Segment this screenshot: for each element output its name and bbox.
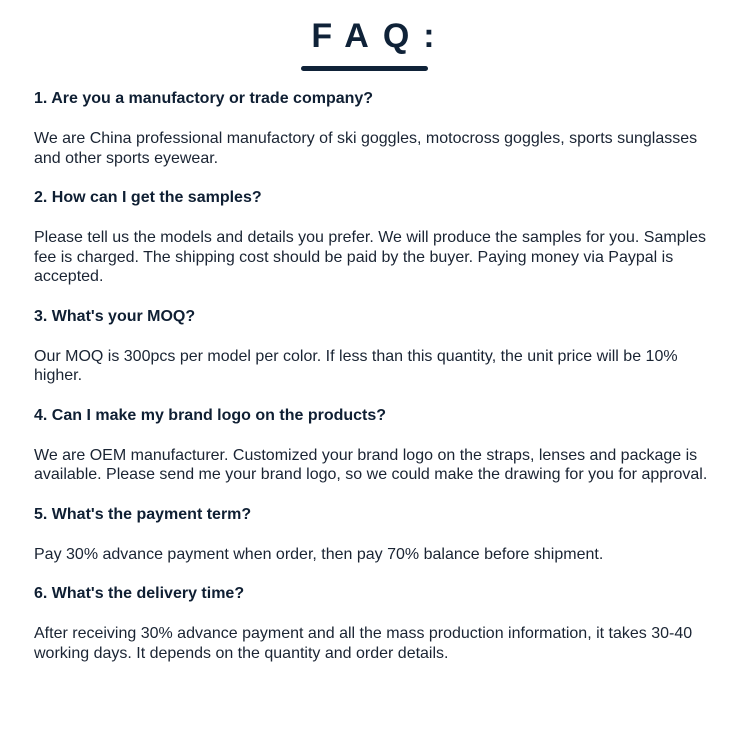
faq-item (34, 307, 724, 386)
faq-answer: Pay 30% advance payment when order, then pay 70% balance before shipment. (34, 545, 604, 563)
page-header (0, 14, 750, 58)
faq-list (34, 89, 724, 683)
faq-question: 3. What's your MOQ? (34, 307, 196, 325)
faq-question: 6. What's the delivery time? (34, 585, 245, 602)
page-title: FAQ: (311, 17, 449, 55)
faq-question: 5. What's the payment term? (34, 505, 252, 523)
faq-question: 1. Are you a manufactory or trade company? (34, 90, 374, 107)
faq-answer: Our MOQ is 300pcs per model per color. If less than this quantity, the unit price will be 10% higher. (34, 347, 678, 384)
faq-item (34, 406, 724, 485)
faq-question: 4. Can I make my brand logo on the products? (34, 406, 387, 424)
faq-item (34, 188, 724, 287)
faq-question: 2. How can I get the samples? (34, 189, 262, 206)
faq-item (34, 584, 724, 663)
faq-answer: After receiving 30% advance payment and all the mass production information, it takes 30-40 working days. It depends on the quantity and order details. (34, 625, 693, 662)
faq-answer: We are China professional manufactory of ski goggles, motocross goggles, sports sunglasses and other sports eyewear. (34, 130, 698, 167)
faq-answer: Please tell us the models and details you prefer. We will produce the samples for you. Samples fee is charged. The shipping cost should be paid by the buyer. Paying money via Paypal is accepted. (34, 229, 707, 285)
faq-item (34, 505, 724, 565)
title-underline (301, 66, 428, 71)
faq-item (34, 89, 724, 168)
faq-answer: We are OEM manufacturer. Customized your brand logo on the straps, lenses and package is available. Please send me your brand logo, so we could make the drawing for you for approval. (34, 446, 708, 483)
